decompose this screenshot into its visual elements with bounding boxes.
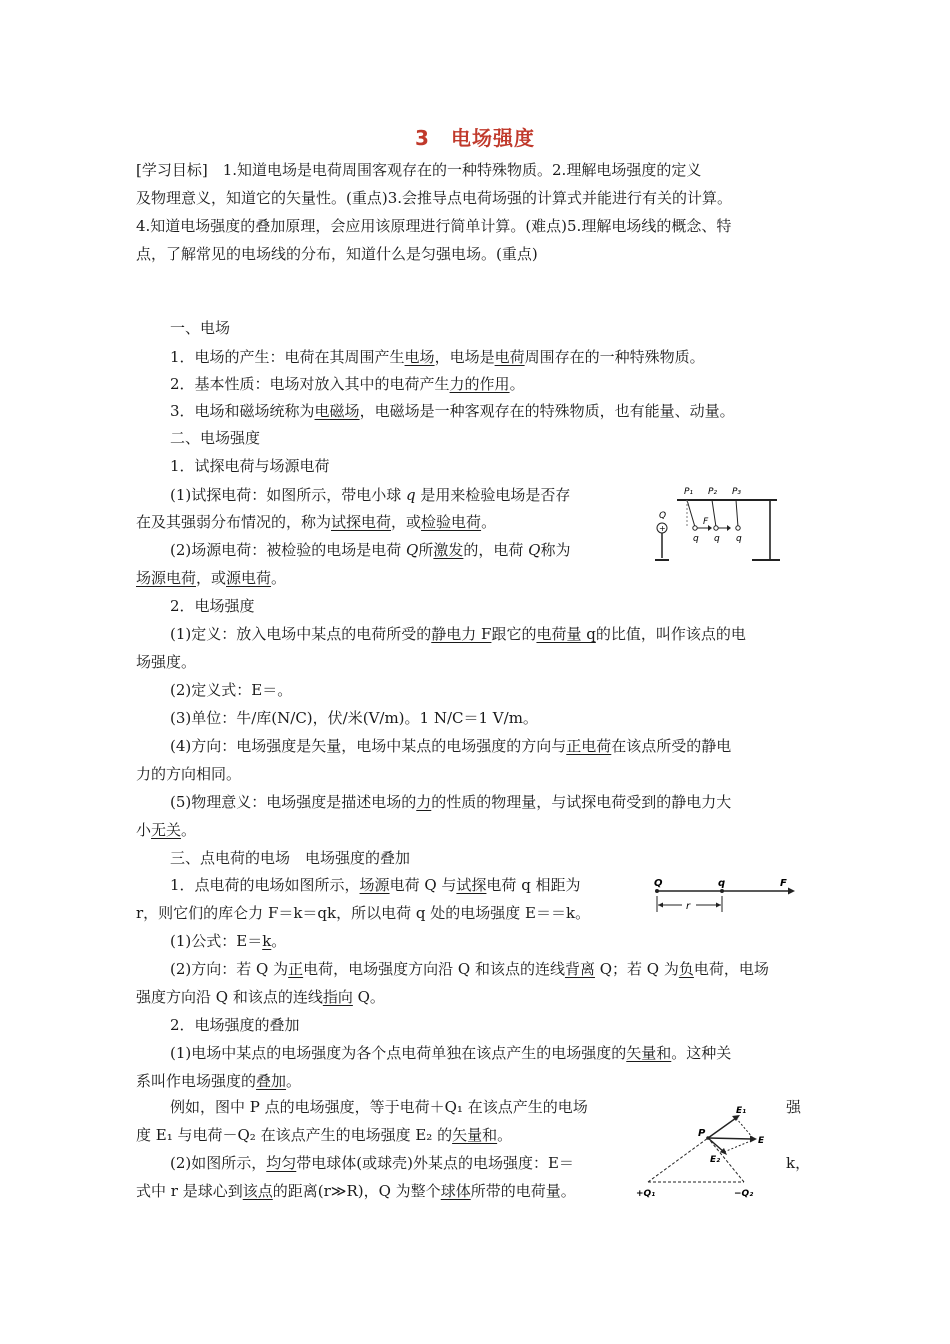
paragraph: (3)单位：牛/库(N/C)，伏/米(V/m)。1 N/C＝1 V/m。 — [170, 709, 538, 727]
answer: 电场 — [404, 348, 435, 366]
answer: 力的作用 — [449, 375, 510, 393]
paragraph — [170, 792, 731, 812]
paragraph: r，则它们的库仑力 F＝k＝qk，所以电荷 q 处的电场强度 E＝＝k。 — [136, 904, 591, 922]
answer: 正电荷 — [566, 737, 612, 755]
text: 。 — [181, 821, 197, 839]
symbol: Q — [406, 541, 419, 559]
paragraph — [136, 1181, 576, 1201]
section-heading: 三、点电荷的电场 电场强度的叠加 — [170, 849, 411, 867]
label-source-charge: Q — [654, 878, 663, 889]
text: (1)电场中某点的电场强度为各个点电荷单独在该点产生的电场强度的 — [170, 1044, 627, 1062]
test-charge-figure — [652, 482, 782, 566]
text: (4)方向：电场强度是矢量，电场中某点的电场强度的方向与 — [170, 737, 567, 755]
text: 2．基本性质：电场对放入其中的电荷产生 — [170, 375, 450, 393]
text: 。 — [497, 1126, 513, 1144]
text: 所 — [418, 541, 434, 559]
answer: 指向 — [322, 988, 353, 1006]
answer: 均匀 — [266, 1154, 297, 1172]
text: 。 — [286, 1072, 302, 1090]
answer: 矢量和 — [626, 1044, 672, 1062]
subheading: 2．电场强度的叠加 — [170, 1016, 300, 1034]
paragraph — [170, 1043, 731, 1063]
text: (2)场源电荷：被检验的电场是电荷 — [170, 541, 407, 559]
answer: 场源 — [359, 876, 390, 894]
text: 。 — [271, 569, 287, 587]
answer: 试探电荷 — [331, 513, 392, 531]
text: 电荷，电场 — [693, 960, 769, 978]
paragraph — [170, 374, 525, 394]
text: (1)定义：放入电场中某点的电荷所受的 — [170, 625, 432, 643]
text: Q。 — [352, 988, 385, 1006]
answer: 场源电荷 — [136, 569, 197, 587]
label-e2: E₂ — [710, 1155, 721, 1165]
paragraph — [170, 736, 731, 756]
text: 跟它的 — [491, 625, 537, 643]
text: ，或 — [196, 569, 227, 587]
text: (1)公式：E＝ — [170, 932, 263, 950]
text: 系叫作电场强度的 — [136, 1072, 257, 1090]
answer: 电磁场 — [314, 402, 360, 420]
text: 在该点所受的静电 — [611, 737, 732, 755]
text: 周围存在的一种特殊物质。 — [524, 348, 705, 366]
subheading: 2．电场强度 — [170, 597, 255, 615]
label-minus-q2: −Q₂ — [734, 1189, 754, 1199]
text: 的性质的物理量，与试探电荷受到的静电力大 — [431, 793, 732, 811]
text: 式中 r 是球心到 — [136, 1182, 243, 1200]
goals-line: [学习目标] 1.知道电场是电荷周围客观存在的一种特殊物质。2.理解电场强度的定义 — [136, 161, 702, 179]
paragraph — [170, 931, 286, 951]
symbol: Q — [528, 541, 541, 559]
text: 的，电荷 — [463, 541, 529, 559]
label-q1: q — [693, 534, 699, 544]
answer: 正 — [288, 960, 304, 978]
text: ，电磁场是一种客观存在的特殊物质，也有能量、动量。 — [359, 402, 735, 420]
answer: 叠加 — [256, 1072, 287, 1090]
text: 度 E₁ 与电荷－Q₂ 在该点产生的电场强度 E₂ 的 — [136, 1126, 453, 1144]
answer: 无关 — [151, 821, 182, 839]
label-q2: q — [714, 534, 720, 544]
text: 电荷 q 相距为 — [486, 876, 581, 894]
text: 。这种关 — [671, 1044, 732, 1062]
point-charge-figure — [652, 874, 797, 916]
text: ，电场是 — [434, 348, 495, 366]
section-heading: 一、电场 — [170, 319, 231, 337]
text: 。 — [509, 375, 525, 393]
paragraph: 强 — [786, 1098, 802, 1116]
paragraph — [170, 347, 705, 367]
text: 带电球体(或球壳)外某点的电场强度：E＝ — [296, 1154, 574, 1172]
label-force: F — [703, 517, 709, 527]
paragraph — [136, 1071, 301, 1091]
paragraph: (2)定义式：E＝。 — [170, 681, 293, 699]
answer: 负 — [678, 960, 694, 978]
label-point-p: P — [698, 1128, 706, 1139]
paragraph — [170, 624, 746, 644]
text: (1)试探电荷：如图所示，带电小球 — [170, 486, 407, 504]
text: 3．电场和磁场统称为 — [170, 402, 315, 420]
answer: 源电荷 — [226, 569, 272, 587]
paragraph — [170, 1153, 574, 1173]
goals-line: 4.知道电场强度的叠加原理，会应用该原理进行简单计算。(难点)5.理解电场线的概念、特 — [136, 217, 732, 235]
text: 的比值，叫作该点的电 — [595, 625, 746, 643]
text: 是用来检验电场是否存 — [415, 486, 571, 504]
text: 的距离(r≫R)，Q 为整个 — [272, 1182, 441, 1200]
text: 电荷 Q 与 — [389, 876, 457, 894]
paragraph — [170, 401, 735, 421]
answer: 球体 — [440, 1182, 471, 1200]
label-q3: q — [736, 534, 742, 544]
answer: 背离 — [564, 960, 595, 978]
text: 1．点电荷的电场如图所示， — [170, 876, 360, 894]
text: 1．电场的产生：电荷在其周围产生 — [170, 348, 405, 366]
text: 小 — [136, 821, 152, 839]
paragraph — [170, 875, 581, 895]
text: (5)物理意义：电场强度是描述电场的 — [170, 793, 417, 811]
label-plus-q1: +Q₁ — [636, 1189, 656, 1199]
symbol: q — [406, 486, 416, 504]
label-distance: r — [686, 901, 691, 912]
paragraph — [170, 485, 570, 505]
answer: 力 — [416, 793, 432, 811]
paragraph: 场强度。 — [136, 653, 197, 671]
answer: 试探 — [456, 876, 487, 894]
text: 称为 — [540, 541, 571, 559]
text: 强度方向沿 Q 和该点的连线 — [136, 988, 323, 1006]
text: 所带的电荷量。 — [470, 1182, 576, 1200]
text: Q；若 Q 为 — [594, 960, 679, 978]
text: 。 — [271, 932, 287, 950]
section-heading: 二、电场强度 — [170, 429, 261, 447]
text: ，或 — [391, 513, 422, 531]
label-source-charge: Q — [659, 511, 667, 521]
label-test-charge: q — [718, 878, 726, 889]
paragraph — [136, 1125, 512, 1145]
answer: 检验电荷 — [421, 513, 482, 531]
paragraph — [136, 820, 196, 840]
label-e: E — [758, 1136, 765, 1146]
paragraph — [136, 987, 385, 1007]
paragraph — [170, 540, 570, 560]
answer: 电荷 — [494, 348, 525, 366]
answer: 矢量和 — [452, 1126, 498, 1144]
text: 。 — [481, 513, 497, 531]
paragraph: k， — [786, 1154, 811, 1172]
page-title: 3 电场强度 — [415, 126, 535, 150]
paragraph — [170, 959, 769, 979]
paragraph: 力的方向相同。 — [136, 765, 242, 783]
label-p3: P₃ — [732, 487, 742, 497]
learning-goals — [136, 156, 816, 268]
answer: 电荷量 q — [536, 625, 596, 643]
subheading: 1．试探电荷与场源电荷 — [170, 457, 330, 475]
answer: k — [262, 932, 272, 950]
text: 在及其强弱分布情况的，称为 — [136, 513, 332, 531]
answer: 该点 — [242, 1182, 273, 1200]
text: (2)如图所示， — [170, 1154, 267, 1172]
goals-line: 及物理意义，知道它的矢量性。(重点)3.会推导点电荷场强的计算式并能进行有关的计算。 — [136, 189, 733, 207]
paragraph: 例如，图中 P 点的电场强度，等于电荷＋Q₁ 在该点产生的电场 — [170, 1098, 588, 1116]
label-p2: P₂ — [708, 487, 718, 497]
paragraph — [136, 512, 496, 532]
label-force: F — [780, 878, 787, 889]
text: 电荷，电场强度方向沿 Q 和该点的连线 — [303, 960, 565, 978]
text: (2)方向：若 Q 为 — [170, 960, 289, 978]
label-p1: P₁ — [684, 487, 694, 497]
superposition-figure — [636, 1100, 786, 1200]
label-e1: E₁ — [736, 1106, 747, 1116]
plus-sign: + — [659, 524, 666, 533]
answer: 激发 — [433, 541, 464, 559]
answer: 静电力 F — [431, 625, 492, 643]
paragraph — [136, 568, 286, 588]
goals-line: 点，了解常见的电场线的分布，知道什么是匀强电场。(重点) — [136, 245, 538, 263]
